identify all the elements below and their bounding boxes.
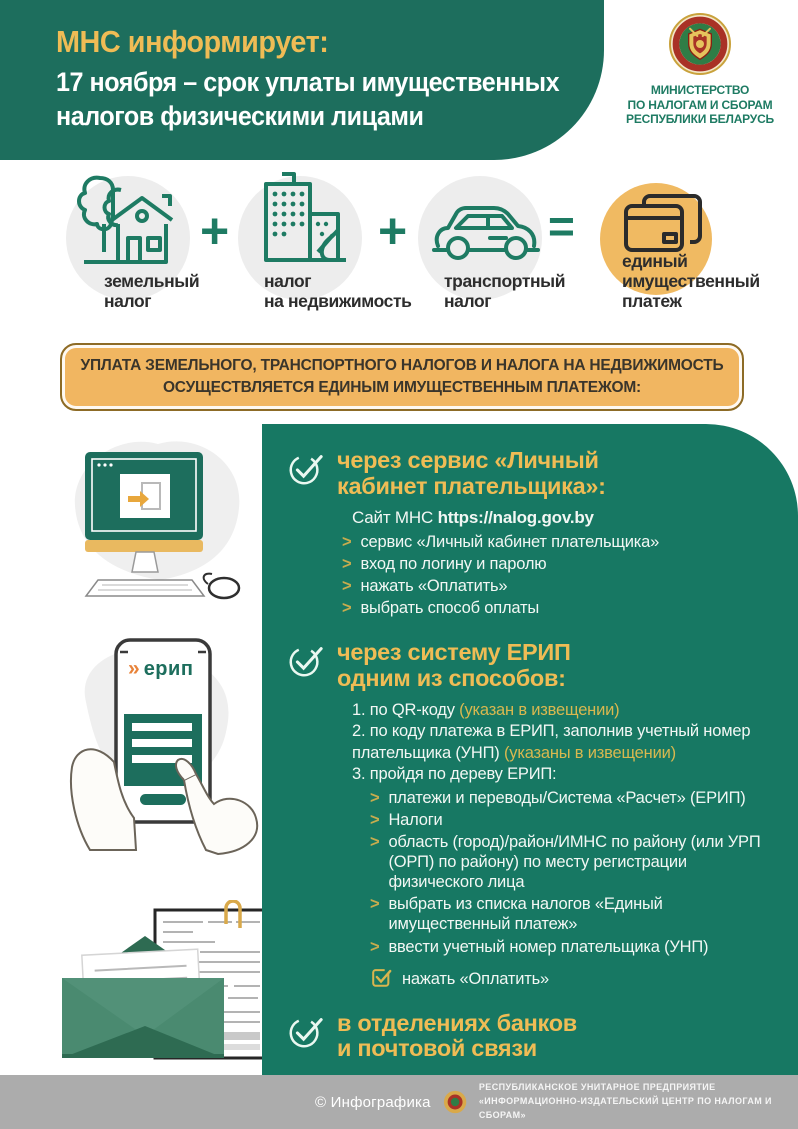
- header-brand: МНС информирует:: [56, 24, 329, 59]
- method1-heading: через сервис «Личный кабинет плательщика»:: [337, 447, 606, 499]
- list-item: 1. по QR-коду (указан в извещении): [352, 700, 620, 719]
- arrow-bullet-icon: >: [342, 554, 352, 573]
- header-title-line2: налогов физическими лицами: [56, 100, 424, 131]
- check-circle-icon: [286, 642, 324, 685]
- ministry-name-line1: МИНИСТЕРСТВО: [650, 83, 750, 97]
- computer-illustration: [58, 438, 263, 618]
- car-icon: [430, 198, 542, 264]
- method3-heading: в отделениях банков и почтовой связи: [337, 1009, 577, 1062]
- list-item: > выбрать способ оплаты: [342, 599, 540, 618]
- method1-heading-row: [286, 448, 774, 500]
- ministry-logo-block: [612, 12, 788, 127]
- unified-payment-banner: [60, 343, 744, 411]
- ministry-emblem-icon: [668, 12, 732, 76]
- erip-app-logo: [128, 658, 193, 679]
- header-banner: [0, 0, 604, 160]
- arrow-bullet-icon: >: [342, 576, 352, 595]
- list-item: > ввести учетный номер плательщика (УНП): [370, 937, 709, 956]
- erip-tree-list: [370, 788, 762, 957]
- check-circle-icon: [286, 450, 324, 493]
- land-tax-label: земельный налог: [104, 271, 200, 311]
- erip-logo-text: ерип: [143, 657, 194, 680]
- list-item: > вход по логину и паролю: [342, 554, 547, 573]
- checkbox-check-icon: [370, 966, 392, 993]
- infographic-copyright: © Инфографика: [315, 1093, 431, 1111]
- plus-operator-1: +: [200, 203, 230, 259]
- header-title-line1: 17 ноября – срок уплаты имущественных: [56, 67, 560, 97]
- house-land-icon: [74, 168, 186, 272]
- list-item: > область (город)/район/ИМНС по району (или УРП (ОРП) по району) по месту регистрации физического лица: [370, 832, 761, 892]
- arrow-bullet-icon: >: [342, 599, 352, 618]
- footer-emblem-icon: [443, 1089, 467, 1115]
- mns-site-url: https://nalog.gov.by: [437, 507, 594, 527]
- payment-methods-panel: [262, 424, 798, 1075]
- arrow-bullet-icon: >: [370, 788, 380, 807]
- transport-tax-label: транспортный налог: [444, 271, 566, 311]
- ministry-name-line3: РЕСПУБЛИКИ БЕЛАРУСЬ: [626, 112, 774, 127]
- list-item: > Налоги: [370, 810, 443, 829]
- mail-notice-illustration: [50, 900, 280, 1075]
- check-circle-icon: [286, 1013, 324, 1056]
- list-item: 2. по коду платежа в ЕРИП, заполнив учетный номер плательщика (УНП) (указаны в извещении): [352, 722, 751, 762]
- method2-heading: через систему ЕРИП одним из способов:: [337, 639, 571, 692]
- arrow-bullet-icon: >: [370, 937, 380, 956]
- method3-heading-row: [286, 1011, 774, 1063]
- method2-heading-row: [286, 640, 774, 692]
- method2-numbered-list: [352, 700, 792, 786]
- realestate-tax-label: налог на недвижимость: [264, 271, 412, 311]
- pay-final-step: нажать «Оплатить»: [370, 966, 774, 993]
- method1-steps-list: [342, 532, 774, 619]
- arrow-bullet-icon: >: [370, 832, 380, 851]
- banner-line2: ОСУЩЕСТВЛЯЕТСЯ ЕДИНЫМ ИМУЩЕСТВЕННЫМ ПЛАТЕЖОМ:: [162, 379, 642, 396]
- list-item: > платежи и переводы/Система «Расчет» (ЕРИП): [370, 788, 746, 807]
- list-item: 3. пройдя по дереву ЕРИП:: [352, 765, 557, 784]
- unified-payment-label: единый имущественный платеж: [622, 251, 760, 311]
- building-icon: [252, 170, 352, 270]
- arrow-bullet-icon: >: [370, 895, 380, 914]
- list-item: > выбрать из списка налогов «Единый имущественный платеж»: [370, 895, 663, 934]
- arrow-bullet-icon: >: [342, 532, 352, 551]
- footer-bar: [0, 1075, 798, 1129]
- footer-organization: РЕСПУБЛИКАНСКОЕ УНИТАРНОЕ ПРЕДПРИЯТИЕ «ИНФОРМАЦИОННО-ИЗДАТЕЛЬСКИЙ ЦЕНТР ПО НАЛОГАМ И СБОРАМ»: [478, 1082, 772, 1120]
- plus-operator-2: +: [378, 203, 408, 259]
- erip-chevron-icon: »: [128, 657, 140, 680]
- banner-line1: УПЛАТА ЗЕМЕЛЬНОГО, ТРАНСПОРТНОГО НАЛОГОВ И НАЛОГА НА НЕДВИЖИМОСТЬ: [80, 356, 724, 374]
- equals-operator: =: [548, 200, 575, 252]
- list-item: > нажать «Оплатить»: [342, 576, 508, 595]
- mns-site-line: Сайт МНС https://nalog.gov.by: [352, 507, 594, 527]
- list-item: > сервис «Личный кабинет плательщика»: [342, 532, 660, 551]
- arrow-bullet-icon: >: [370, 810, 380, 829]
- ministry-name-line2: ПО НАЛОГАМ И СБОРАМ: [627, 97, 773, 112]
